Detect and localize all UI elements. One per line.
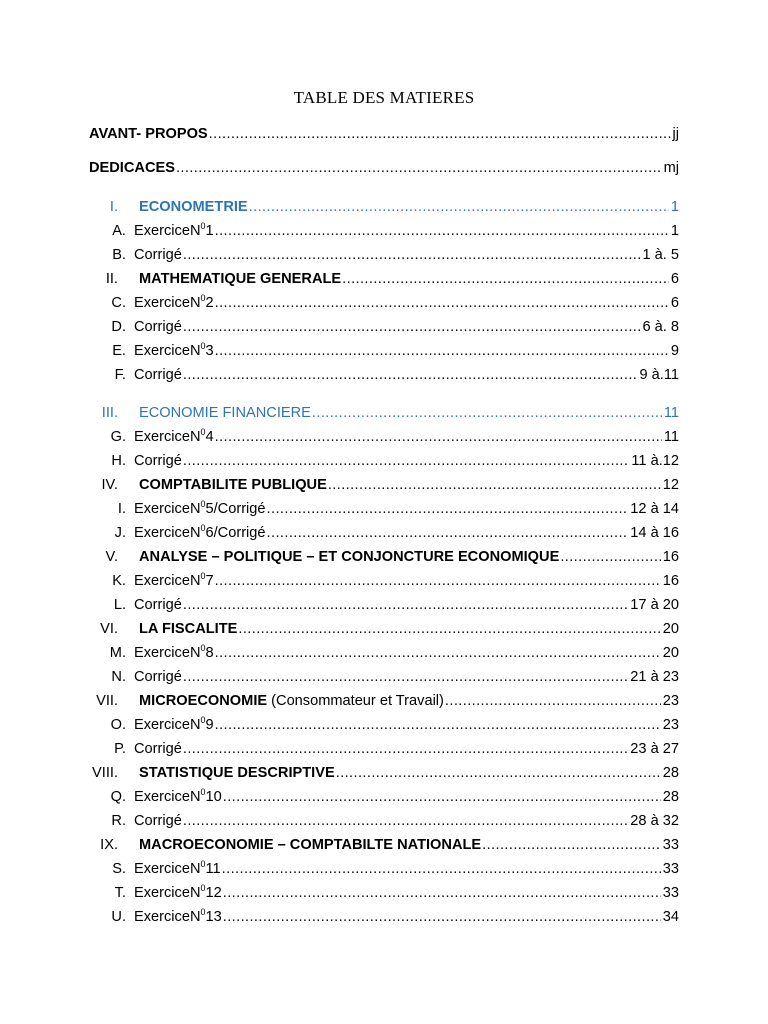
subentry-letter: S. <box>112 861 126 877</box>
entry-text: ExerciceN <box>134 429 201 445</box>
entry-label <box>134 669 182 685</box>
entry-text: Corrigé <box>134 741 182 757</box>
entry-page: 23 à 27 <box>630 741 679 757</box>
dot-leader <box>249 199 669 215</box>
entry-label <box>134 741 182 757</box>
superscript-zero: 0 <box>200 293 206 303</box>
entry-text: ExerciceN <box>134 573 201 589</box>
toc-subentry[interactable] <box>72 429 679 451</box>
section-number: I. <box>109 199 118 215</box>
entry-number: 5/Corrigé <box>205 501 266 517</box>
section-subtitle: (Consommateur et Travail) <box>267 693 444 709</box>
subentry-letter: E. <box>112 343 126 359</box>
entry-label <box>134 319 182 335</box>
subentry-letter: T. <box>114 885 126 901</box>
entry-label <box>139 405 311 421</box>
entry-number: 11 <box>205 861 221 877</box>
entry-page: 33 <box>662 861 679 877</box>
entry-number: 3 <box>205 343 214 359</box>
subentry-letter: F. <box>114 367 126 383</box>
subentry-letter: Q. <box>110 789 126 805</box>
entry-page: 6 <box>670 295 679 311</box>
entry-text: ExerciceN <box>134 223 201 239</box>
entry-page: 1 <box>670 223 679 239</box>
toc-section[interactable] <box>72 765 679 787</box>
toc-subentry[interactable] <box>72 789 679 811</box>
entry-text: ExerciceN <box>134 861 201 877</box>
subentry-letter: G. <box>110 429 126 445</box>
entry-page: 11 <box>663 405 679 421</box>
subentry-letter: B. <box>112 247 126 263</box>
entry-label <box>139 837 481 853</box>
entry-page: 23 <box>662 717 679 733</box>
subentry-letter: H. <box>111 453 126 469</box>
toc-section[interactable] <box>72 621 679 643</box>
entry-label <box>134 789 222 805</box>
entry-page: 23 <box>662 693 679 709</box>
section-number: VI. <box>100 621 118 637</box>
entry-label <box>134 597 182 613</box>
entry-text: ExerciceN <box>134 343 201 359</box>
entry-number: 10 <box>205 789 222 805</box>
entry-label <box>134 343 214 359</box>
dot-leader <box>267 501 629 517</box>
entry-text: Corrigé <box>134 367 182 383</box>
toc-subentry[interactable] <box>72 295 679 317</box>
section-title: LA FISCALITE <box>139 621 238 637</box>
toc-subentry[interactable] <box>72 367 679 389</box>
entry-page: 28 à 32 <box>630 813 679 829</box>
entry-page: 34 <box>662 909 679 925</box>
dot-leader <box>215 573 661 589</box>
entry-number: 13 <box>205 909 222 925</box>
dot-leader <box>482 837 661 853</box>
entry-label <box>134 525 266 541</box>
entry-text: Corrigé <box>134 813 182 829</box>
dot-leader <box>267 525 629 541</box>
section-number: III. <box>101 405 118 421</box>
entry-number: 7 <box>205 573 214 589</box>
entry-page: 11 à.12 <box>631 453 679 469</box>
section-title: STATISTIQUE DESCRIPTIVE <box>139 765 335 781</box>
subentry-letter: D. <box>111 319 126 335</box>
toc-entry-avant-propos[interactable] <box>89 126 679 148</box>
entry-page: 1 <box>670 199 679 215</box>
section-title: MICROECONOMIE <box>139 693 268 709</box>
toc-subentry[interactable] <box>72 597 679 619</box>
entry-text: ExerciceN <box>134 789 201 805</box>
section-number: VII. <box>96 693 118 709</box>
section-title: ECONOMIE FINANCIERE <box>139 405 311 421</box>
entry-label <box>134 429 214 445</box>
superscript-zero: 0 <box>200 859 206 869</box>
dot-leader <box>215 223 669 239</box>
entry-label <box>139 549 559 565</box>
entry-label: AVANT- PROPOS <box>89 126 208 142</box>
dot-leader <box>176 160 662 176</box>
entry-label <box>134 909 222 925</box>
toc-entry-dedicaces[interactable] <box>89 160 679 182</box>
toc-section[interactable] <box>72 693 679 715</box>
toc-subentry[interactable] <box>72 645 679 667</box>
entry-text: ExerciceN <box>134 525 201 541</box>
superscript-zero: 0 <box>200 883 206 893</box>
superscript-zero: 0 <box>200 427 206 437</box>
entry-label <box>134 645 214 661</box>
entry-page: 1 à. 5 <box>642 247 679 263</box>
toc-subentry[interactable] <box>72 343 679 365</box>
superscript-zero: 0 <box>200 787 206 797</box>
dot-leader <box>223 885 661 901</box>
toc-subentry[interactable] <box>72 717 679 739</box>
superscript-zero: 0 <box>200 499 206 509</box>
entry-label <box>139 199 248 215</box>
entry-text: ExerciceN <box>134 501 201 517</box>
entry-number: 9 <box>205 717 214 733</box>
dot-leader <box>215 429 662 445</box>
entry-page: 9 <box>670 343 679 359</box>
section-number: VIII. <box>92 765 118 781</box>
superscript-zero: 0 <box>200 643 206 653</box>
entry-label <box>134 295 214 311</box>
superscript-zero: 0 <box>200 221 206 231</box>
entry-page: 14 à 16 <box>630 525 679 541</box>
entry-page: 12 à 14 <box>630 501 679 517</box>
section-title: ECONOMETRIE <box>139 199 248 215</box>
superscript-zero: 0 <box>200 523 206 533</box>
superscript-zero: 0 <box>200 341 206 351</box>
entry-label <box>139 765 335 781</box>
section-title: MACROECONOMIE – COMPTABILTE NATIONALE <box>139 837 482 853</box>
superscript-zero: 0 <box>200 907 206 917</box>
toc-subentry[interactable] <box>72 247 679 269</box>
section-number: V. <box>105 549 118 565</box>
dot-leader <box>342 271 669 287</box>
entry-page: 33 <box>662 837 679 853</box>
dot-leader <box>215 645 661 661</box>
entry-label <box>139 621 237 637</box>
entry-label <box>134 573 214 589</box>
dot-leader <box>183 669 628 685</box>
toc-subentry[interactable] <box>72 453 679 475</box>
entry-page: 16 <box>662 549 679 565</box>
dot-leader <box>183 597 628 613</box>
entry-number: 2 <box>205 295 214 311</box>
subentry-letter: U. <box>111 909 126 925</box>
entry-number: 8 <box>205 645 214 661</box>
toc-subentry[interactable] <box>72 813 679 835</box>
dot-leader <box>222 861 661 877</box>
entry-page: 17 à 20 <box>630 597 679 613</box>
dot-leader <box>183 741 628 757</box>
entry-page: 20 <box>662 621 679 637</box>
entry-page: 21 à 23 <box>630 669 679 685</box>
dot-leader <box>223 909 661 925</box>
entry-text: Corrigé <box>134 597 182 613</box>
entry-label <box>139 693 444 709</box>
superscript-zero: 0 <box>200 715 206 725</box>
toc-section[interactable] <box>72 837 679 859</box>
entry-text: ExerciceN <box>134 717 201 733</box>
dot-leader <box>183 453 630 469</box>
dot-leader <box>223 789 661 805</box>
subentry-letter: P. <box>114 741 126 757</box>
dot-leader <box>238 621 660 637</box>
toc-section[interactable] <box>72 477 679 499</box>
entry-page: 28 <box>662 765 679 781</box>
dot-leader <box>215 717 661 733</box>
entry-page: 11 <box>663 429 679 445</box>
subentry-letter: N. <box>111 669 126 685</box>
toc-subentry[interactable] <box>72 741 679 763</box>
entry-page: 9 à.11 <box>639 367 679 383</box>
dot-leader <box>209 126 671 142</box>
entry-label <box>134 885 222 901</box>
entry-label <box>134 223 214 239</box>
dot-leader <box>312 405 662 421</box>
dot-leader <box>445 693 661 709</box>
toc-subentry[interactable] <box>72 223 679 245</box>
dot-leader <box>560 549 660 565</box>
section-number: IV. <box>101 477 118 493</box>
subentry-letter: C. <box>111 295 126 311</box>
entry-label <box>139 271 341 287</box>
subentry-letter: L. <box>113 597 126 613</box>
entry-text: ExerciceN <box>134 295 201 311</box>
subentry-letter: A. <box>112 223 126 239</box>
subentry-letter: K. <box>112 573 126 589</box>
toc-subentry[interactable] <box>72 501 679 523</box>
entry-page: mj <box>663 160 679 176</box>
entry-label <box>134 367 182 383</box>
dot-leader <box>183 367 638 383</box>
subentry-letter: O. <box>110 717 126 733</box>
toc-section[interactable] <box>72 405 679 427</box>
dot-leader <box>183 813 628 829</box>
dot-leader <box>183 247 641 263</box>
entry-label <box>134 861 221 877</box>
entry-page: 20 <box>662 645 679 661</box>
entry-label <box>139 477 327 493</box>
section-title: ANALYSE – POLITIQUE – ET CONJONCTURE ECONOMIQUE <box>139 549 560 565</box>
dot-leader <box>183 319 641 335</box>
toc-subentry[interactable] <box>72 861 679 883</box>
entry-page: jj <box>672 126 679 142</box>
section-number: II. <box>105 271 118 287</box>
dot-leader <box>215 295 669 311</box>
entry-page: 6 à. 8 <box>642 319 679 335</box>
superscript-zero: 0 <box>200 571 206 581</box>
section-number: IX. <box>100 837 118 853</box>
toc-subentry[interactable] <box>72 669 679 691</box>
entry-label <box>134 501 266 517</box>
toc-subentry[interactable] <box>72 885 679 907</box>
subentry-letter: I. <box>117 501 126 517</box>
dot-leader <box>215 343 669 359</box>
dot-leader <box>336 765 661 781</box>
section-title: MATHEMATIQUE GENERALE <box>139 271 342 287</box>
toc-section[interactable] <box>72 549 679 571</box>
entry-text: Corrigé <box>134 247 182 263</box>
entry-text: Corrigé <box>134 453 182 469</box>
entry-label <box>134 247 182 263</box>
entry-text: ExerciceN <box>134 645 201 661</box>
entry-number: 12 <box>205 885 222 901</box>
entry-number: 1 <box>205 223 214 239</box>
subentry-letter: M. <box>109 645 126 661</box>
section-title: COMPTABILITE PUBLIQUE <box>139 477 327 493</box>
subentry-letter: R. <box>111 813 126 829</box>
page-title: TABLE DES MATIERES <box>293 88 475 107</box>
toc-subentry[interactable] <box>72 319 679 341</box>
entry-text: Corrigé <box>134 669 182 685</box>
entry-number: 6/Corrigé <box>205 525 266 541</box>
toc-section[interactable] <box>72 271 679 293</box>
entry-page: 33 <box>662 885 679 901</box>
entry-label <box>134 453 182 469</box>
toc-section[interactable] <box>72 199 679 221</box>
entry-page: 28 <box>662 789 679 805</box>
entry-text: ExerciceN <box>134 885 201 901</box>
toc-subentry[interactable] <box>72 525 679 547</box>
entry-page: 6 <box>670 271 679 287</box>
entry-text: ExerciceN <box>134 909 201 925</box>
entry-page: 12 <box>662 477 679 493</box>
subentry-letter: J. <box>114 525 126 541</box>
entry-label <box>134 717 214 733</box>
entry-number: 4 <box>205 429 214 445</box>
toc-subentry[interactable] <box>72 909 679 931</box>
entry-page: 16 <box>662 573 679 589</box>
toc-subentry[interactable] <box>72 573 679 595</box>
dot-leader <box>328 477 661 493</box>
entry-label <box>134 813 182 829</box>
entry-text: Corrigé <box>134 319 182 335</box>
entry-label: DEDICACES <box>89 160 175 176</box>
